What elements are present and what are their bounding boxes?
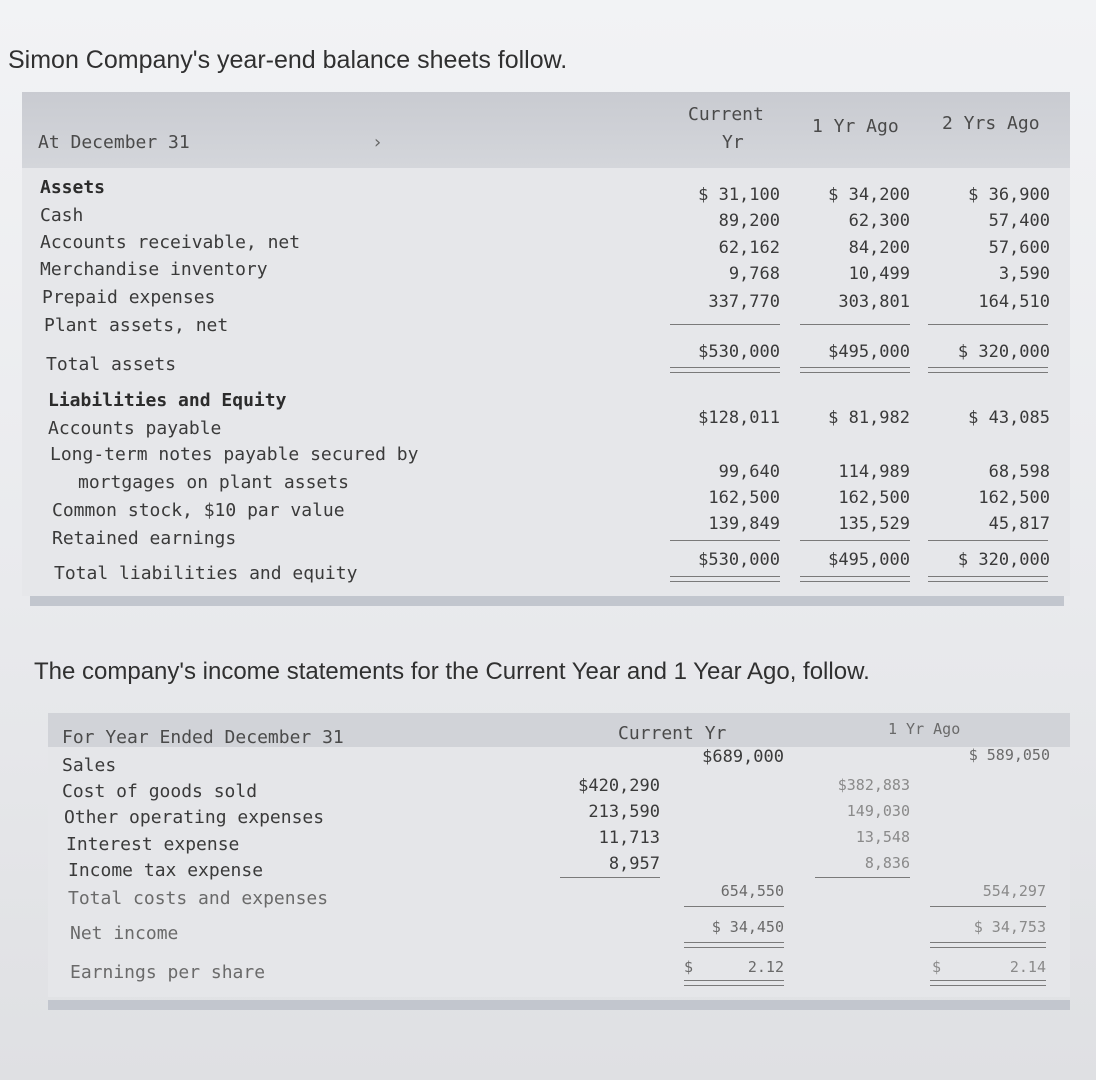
asset-row-value: 57,600	[988, 238, 1050, 258]
total-assets-current: $530,000	[698, 342, 780, 362]
net-income-current: $ 34,450	[711, 918, 784, 936]
sales-1yr: $ 589,050	[968, 746, 1050, 764]
asset-row-value: 3,590	[998, 264, 1050, 284]
total-le-label: Total liabilities and equity	[54, 563, 358, 584]
expense-row-1yr: $382,883	[837, 776, 910, 794]
asset-row-value: 9,768	[728, 264, 780, 284]
eps-1yr-sign: $	[932, 958, 942, 976]
expense-row-current: 11,713	[598, 828, 660, 848]
total-assets-2yrs: $ 320,000	[957, 342, 1050, 362]
expense-row-label: Cost of goods sold	[62, 781, 258, 802]
total-costs-1yr: 554,297	[982, 882, 1046, 900]
is-col-current: Current Yr	[618, 723, 727, 744]
accounts-payable-1yr: $ 81,982	[828, 408, 910, 428]
liabilities-heading: Liabilities and Equity	[48, 390, 287, 411]
notes-payable-label-line2: mortgages on plant assets	[78, 472, 349, 493]
asset-row-label: Plant assets, net	[44, 315, 229, 336]
net-income-1yr: $ 34,753	[973, 918, 1046, 936]
eps-current-sign: $	[684, 958, 694, 976]
bs-col-2yrs: 2 Yrs Ago	[942, 113, 1040, 134]
asset-row-label: Merchandise inventory	[40, 259, 268, 280]
asset-row-value: 84,200	[848, 238, 910, 258]
asset-row-value: 10,499	[848, 264, 910, 284]
total-assets-label: Total assets	[46, 354, 177, 375]
bs-header-label: At December 31	[38, 132, 190, 153]
total-le-current: $530,000	[698, 550, 780, 570]
expense-row-current: 213,590	[588, 802, 660, 822]
eps-label: Earnings per share	[70, 962, 266, 983]
total-costs-current: 654,550	[720, 882, 784, 900]
expense-row-label: Other operating expenses	[64, 807, 325, 828]
retained-earnings-1yr: 135,529	[838, 514, 910, 534]
asset-row-value: 62,162	[718, 238, 780, 258]
total-le-2yrs: $ 320,000	[957, 550, 1050, 570]
net-income-label: Net income	[70, 923, 179, 944]
intro-text: Simon Company's year-end balance sheets follow.	[8, 46, 568, 74]
asset-row-value: 337,770	[708, 292, 780, 312]
retained-earnings-label: Retained earnings	[52, 528, 237, 549]
assets-heading: Assets	[40, 177, 106, 198]
sales-current: $689,000	[702, 747, 784, 767]
balance-sheet-bottom-bar	[30, 596, 1064, 606]
expense-row-1yr: 13,548	[855, 828, 910, 846]
income-intro-text: The company's income statements for the Current Year and 1 Year Ago, follow.	[34, 658, 870, 685]
asset-row-value: 164,510	[978, 292, 1050, 312]
total-assets-1yr: $495,000	[828, 342, 910, 362]
bs-col-1yr: 1 Yr Ago	[812, 116, 899, 137]
notes-payable-label-line1: Long-term notes payable secured by	[50, 444, 419, 465]
eps-1yr: 2.14	[1009, 958, 1046, 976]
expense-row-label: Interest expense	[66, 834, 240, 855]
asset-row-value: 303,801	[838, 292, 910, 312]
notes-payable-2yrs: 68,598	[988, 462, 1050, 482]
expense-row-current: 8,957	[608, 854, 660, 874]
asset-row-value: $ 34,200	[828, 185, 910, 205]
notes-payable-1yr: 114,989	[838, 462, 910, 482]
balance-sheet-header	[22, 92, 1070, 168]
accounts-payable-2yrs: $ 43,085	[968, 408, 1050, 428]
chevron-icon: ›	[372, 132, 383, 153]
asset-row-label: Cash	[40, 205, 84, 226]
notes-payable-current: 99,640	[718, 462, 780, 482]
income-statement-bottom-bar	[48, 1000, 1070, 1010]
asset-row-value: 57,400	[988, 211, 1050, 231]
common-stock-label: Common stock, $10 par value	[52, 500, 345, 521]
common-stock-2yrs: 162,500	[978, 488, 1050, 508]
expense-row-1yr: 149,030	[846, 802, 910, 820]
expense-row-current: $420,290	[578, 776, 660, 796]
common-stock-current: 162,500	[708, 488, 780, 508]
is-header-label: For Year Ended December 31	[62, 727, 344, 748]
asset-row-value: 62,300	[848, 211, 910, 231]
asset-row-value: $ 36,900	[968, 185, 1050, 205]
sales-label: Sales	[62, 755, 117, 776]
accounts-payable-current: $128,011	[698, 408, 780, 428]
is-col-1yr: 1 Yr Ago	[888, 720, 961, 738]
common-stock-1yr: 162,500	[838, 488, 910, 508]
expense-row-label: Income tax expense	[68, 860, 264, 881]
asset-row-value: 89,200	[718, 211, 780, 231]
bs-col-current-line1: Current	[688, 104, 764, 125]
asset-row-value: $ 31,100	[698, 185, 780, 205]
total-le-1yr: $495,000	[828, 550, 910, 570]
retained-earnings-2yrs: 45,817	[988, 514, 1050, 534]
total-costs-label: Total costs and expenses	[68, 888, 329, 909]
retained-earnings-current: 139,849	[708, 514, 780, 534]
expense-row-1yr: 8,836	[864, 854, 910, 872]
asset-row-label: Prepaid expenses	[42, 287, 216, 308]
eps-current: 2.12	[747, 958, 784, 976]
asset-row-label: Accounts receivable, net	[40, 232, 301, 253]
accounts-payable-label: Accounts payable	[48, 418, 222, 439]
bs-col-current-line2: Yr	[722, 132, 744, 153]
